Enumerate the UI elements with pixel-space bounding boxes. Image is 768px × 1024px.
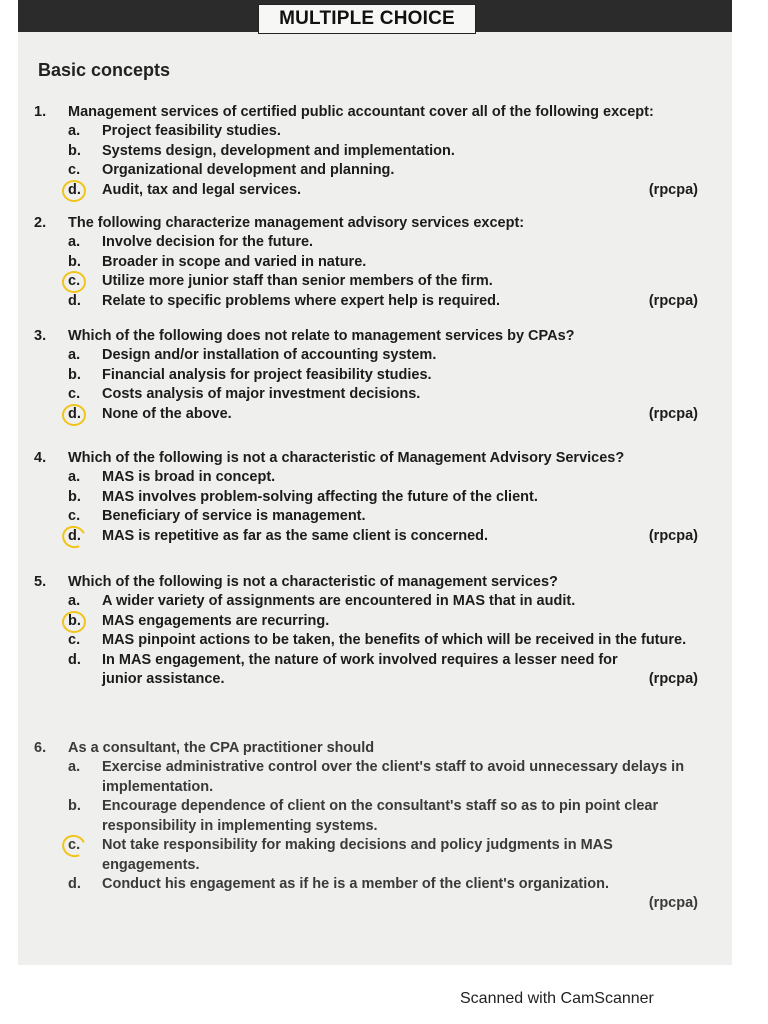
option-letter: d.: [68, 405, 81, 422]
question-4: [34, 448, 702, 546]
question-2: [34, 213, 702, 311]
option-c: [34, 272, 702, 292]
section-heading: Basic concepts: [38, 60, 171, 80]
option-a: [34, 468, 702, 488]
option-d: [34, 875, 702, 911]
question-number: 2.: [34, 215, 47, 231]
question-number: 1.: [34, 104, 47, 120]
option-d: [34, 405, 702, 425]
option-a: [34, 592, 702, 612]
option-letter: d.: [68, 876, 81, 892]
option-b: [34, 142, 702, 162]
option-b: [34, 488, 702, 508]
option-text: Beneficiary of service is management.: [102, 508, 366, 524]
option-c: [34, 385, 702, 405]
question-text: Management services of certified public accountant cover all of the following except:: [68, 104, 654, 120]
option-text: In MAS engagement, the nature of work involved requires a lesser need for junior assistance.: [102, 651, 618, 687]
option-a: [34, 758, 702, 797]
question-number: 4.: [34, 450, 47, 466]
option-letter: c.: [68, 273, 81, 289]
source-label: (rpcpa): [648, 670, 698, 687]
option-d: [34, 181, 702, 201]
option-text: Organizational development and planning.: [102, 162, 395, 178]
option-text: Design and/or installation of accounting system.: [102, 347, 437, 363]
question-5: [34, 572, 702, 690]
option-letter: c.: [68, 162, 81, 178]
option-text: Utilize more junior staff than senior members of the firm.: [102, 273, 493, 289]
scanner-watermark: Scanned with CamScanner: [460, 990, 654, 1007]
option-text: Project feasibility studies.: [102, 123, 281, 139]
option-letter: c.: [68, 837, 81, 853]
question-6: [34, 738, 702, 911]
option-letter: b.: [68, 366, 81, 383]
option-c: [34, 836, 702, 875]
question-1: [34, 102, 702, 200]
page-title: MULTIPLE CHOICE: [258, 4, 476, 34]
question-number: 5.: [34, 574, 47, 590]
option-text: Not take responsibility for making decisions and policy judgments in MAS engagements.: [102, 837, 613, 873]
option-c: [34, 507, 702, 527]
option-letter: a.: [68, 347, 81, 363]
source-label: (rpcpa): [648, 527, 698, 544]
option-text: Broader in scope and varied in nature.: [102, 253, 367, 270]
option-text: Relate to specific problems where expert help is required.: [102, 292, 501, 309]
question-number: 6.: [34, 740, 47, 756]
option-text: Financial analysis for project feasibility studies.: [102, 366, 432, 383]
option-text: Encourage dependence of client on the consultant's staff so as to pin point clear responsibility in implementing systems.: [102, 798, 659, 834]
option-text: Exercise administrative control over the client's staff to avoid unnecessary delays in implementation.: [102, 759, 685, 795]
option-text: None of the above.: [102, 405, 232, 422]
option-letter: b.: [68, 488, 81, 505]
option-b: [34, 797, 702, 836]
option-d: [34, 292, 702, 312]
option-b: [34, 612, 702, 632]
option-text: MAS engagements are recurring.: [102, 612, 330, 629]
source-label: (rpcpa): [648, 181, 698, 198]
option-c: [34, 631, 702, 651]
option-text: Conduct his engagement as if he is a member of the client's organization.: [102, 876, 610, 892]
option-letter: c.: [68, 508, 81, 524]
option-text: Audit, tax and legal services.: [102, 181, 302, 198]
option-letter: d.: [68, 181, 81, 198]
option-a: [34, 233, 702, 253]
question-text: Which of the following does not relate to management services by CPAs?: [68, 328, 575, 344]
question-text: The following characterize management advisory services except:: [68, 215, 525, 231]
option-letter: b.: [68, 142, 81, 159]
source-label: (rpcpa): [648, 895, 698, 911]
option-letter: a.: [68, 469, 81, 485]
option-letter: b.: [68, 253, 81, 270]
option-letter: a.: [68, 234, 81, 250]
option-text: MAS involves problem-solving affecting the future of the client.: [102, 488, 538, 505]
option-a: [34, 122, 702, 142]
option-letter: c.: [68, 632, 81, 648]
option-letter: a.: [68, 593, 81, 609]
option-text: Involve decision for the future.: [102, 234, 314, 250]
option-letter: d.: [68, 527, 81, 544]
option-letter: b.: [68, 612, 81, 629]
option-letter: b.: [68, 798, 81, 814]
option-text: MAS is repetitive as far as the same client is concerned.: [102, 527, 489, 544]
option-letter: a.: [68, 123, 81, 139]
source-label: (rpcpa): [648, 405, 698, 422]
option-letter: d.: [68, 651, 81, 668]
option-letter: d.: [68, 292, 81, 309]
option-c: [34, 161, 702, 181]
question-number: 3.: [34, 328, 47, 344]
question-text: Which of the following is not a characteristic of management services?: [68, 574, 558, 590]
option-d: [34, 527, 702, 547]
option-text: MAS is broad in concept.: [102, 469, 276, 485]
option-a: [34, 346, 702, 366]
option-letter: c.: [68, 386, 81, 402]
option-text: Costs analysis of major investment decisions.: [102, 386, 421, 402]
option-text: A wider variety of assignments are encountered in MAS that in audit.: [102, 593, 576, 609]
question-text: As a consultant, the CPA practitioner should: [68, 740, 375, 756]
question-3: [34, 326, 702, 424]
question-text: Which of the following is not a characteristic of Management Advisory Services?: [68, 450, 625, 466]
option-text: MAS pinpoint actions to be taken, the benefits of which will be received in the future.: [102, 632, 687, 648]
option-letter: a.: [68, 759, 81, 775]
source-label: (rpcpa): [648, 292, 698, 309]
option-d: [34, 651, 702, 690]
option-b: [34, 366, 702, 386]
option-text: Systems design, development and implementation.: [102, 142, 455, 159]
option-b: [34, 253, 702, 273]
